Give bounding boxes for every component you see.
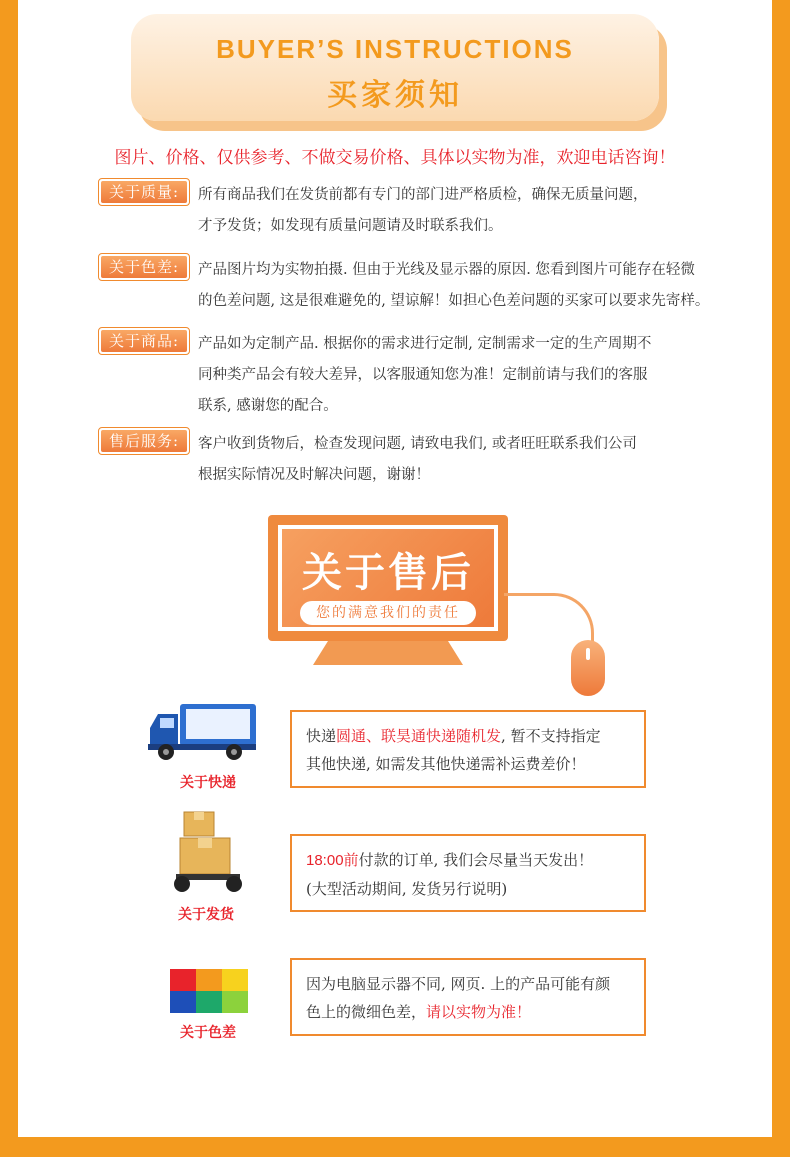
tag-after-service: 售后服务: (98, 427, 190, 455)
color-box: 因为电脑显示器不同, 网页. 上的产品可能有颜 色上的微细色差，请以实物为准！ (290, 958, 646, 1036)
page-background (18, 0, 772, 1137)
price-notice: 图片、价格、仅供参考、不做交易价格、具体以实物为准，欢迎电话咨询！ (114, 148, 676, 168)
dispatch-box: 18:00前付款的订单, 我们会尽量当天发出！ (大型活动期间, 发货另行说明) (290, 834, 646, 912)
product-text: 产品如为定制产品. 根据你的需求进行定制, 定制需求一定的生产周期不 同种类产品会有较大差异，以客服通知您为准！定制前请与我们的客服 联系, 感谢您的配合。 (198, 336, 652, 414)
truck-icon (146, 700, 258, 768)
color-swatch-icon (170, 969, 248, 1013)
mouse-icon (571, 640, 605, 696)
shipping-label: 关于快递 (180, 775, 236, 791)
after-sales-title: 关于售后 (302, 550, 474, 596)
shipping-box: 快递圆通、联昊通快递随机发, 暂不支持指定 其他快递, 如需发其他快递需补运费差价！ (290, 710, 646, 788)
swatch-orange (196, 969, 222, 991)
after-service-text: 客户收到货物后，检查发现问题, 请致电我们, 或者旺旺联系我们公司 根据实际情况及时解决问题，谢谢！ (198, 436, 637, 483)
color-diff-text: 产品图片均为实物拍摄. 但由于光线及显示器的原因. 您看到图片可能存在轻微 的色差问题, 这是很难避免的, 望谅解！如担心色差问题的买家可以要求先寄样。 (198, 262, 710, 309)
monitor-stand (288, 641, 488, 667)
tag-product: 关于商品: (98, 327, 190, 355)
swatch-lime (222, 991, 248, 1013)
header-title-en: BUYER’S INSTRUCTIONS (216, 34, 574, 64)
swatch-red (170, 969, 196, 991)
after-sales-subtitle: 您的满意我们的责任 (300, 601, 476, 625)
swatch-blue (170, 991, 196, 1013)
parcel-cart-icon (170, 808, 250, 900)
tag-color-diff: 关于色差: (98, 253, 190, 281)
monitor-graphic (268, 515, 598, 700)
quality-text: 所有商品我们在发货前都有专门的部门进严格质检，确保无质量问题， 才予发货；如发现有质量问题请及时联系我们。 (198, 187, 648, 234)
swatch-yellow (222, 969, 248, 991)
tag-quality: 关于质量: (98, 178, 190, 206)
header-card (131, 14, 659, 121)
swatch-green (196, 991, 222, 1013)
color-label: 关于色差 (180, 1025, 236, 1041)
monitor-screen (268, 515, 508, 641)
dispatch-label: 关于发货 (178, 907, 234, 923)
header-title-cn: 买家须知 (327, 78, 463, 113)
